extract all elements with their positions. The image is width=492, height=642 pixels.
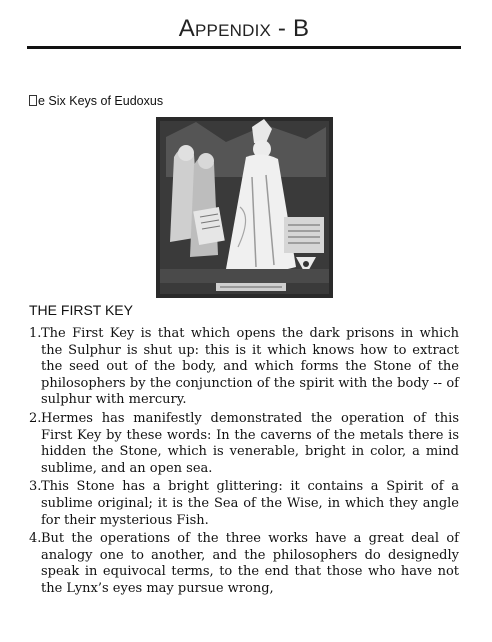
subtitle-text: e Six Keys of Eudoxus: [38, 94, 164, 108]
title-small-caps: PPENDIX: [195, 21, 272, 40]
item-number: 1.: [29, 326, 42, 341]
list-item: [29, 326, 459, 409]
page-title: [27, 15, 461, 43]
hermes-engraving-image: [156, 117, 333, 298]
item-text: Hermes has manifestly demonstrated the operation of this First Key by these words: In the caverns of the metals there is hidden the Stone, which is venerable, bright in color, a mind sublime, and an open sea.: [41, 410, 459, 476]
item-text: But the operations of the three works have a great deal of analogy one to another, and the philosophers do designedly speak in equivocal terms, to the end that those who have not the Lynx’s eyes may pursue wrong,: [41, 531, 459, 596]
item-text: This Stone has a bright glittering: it contains a Spirit of a sublime original; it is the Sea of the Wise, in which they angle for their mysterious Fish.: [41, 479, 459, 528]
title-suffix: - B: [271, 15, 310, 42]
keys-list: [29, 326, 459, 600]
item-number: 3.: [29, 479, 42, 495]
item-number: 2.: [29, 410, 42, 426]
missing-glyph-icon: [29, 95, 37, 106]
list-item: [29, 479, 459, 529]
section-heading: THE FIRST KEY: [29, 302, 133, 318]
title-initial: A: [178, 15, 196, 42]
item-text: The First Key is that which opens the dark prisons in which the Sulphur is shut up: this is it which knows how to extract the seed out of the body, and which forms the Stone of the philosophers by the conjunction of the spirit with the body -- of sulphur with mercury.: [41, 326, 459, 408]
list-item: [29, 411, 459, 477]
chapter-subtitle: [29, 94, 163, 108]
item-number: 4.: [29, 531, 42, 547]
header-rule: [27, 46, 461, 49]
list-item: [29, 531, 459, 597]
